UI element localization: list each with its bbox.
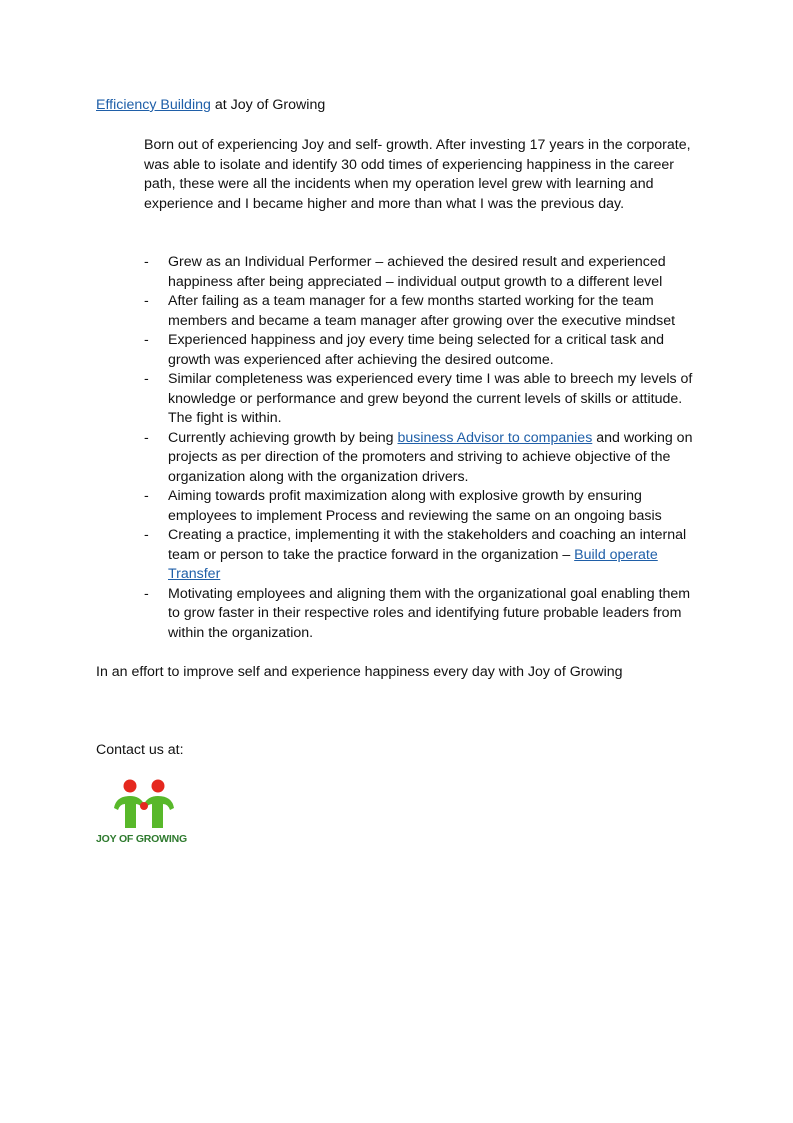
list-item-text: Motivating employees and aligning them with the organizational goal enabling them to grow faster in their respective roles and identifying future probable leaders from within the organization. xyxy=(168,585,691,641)
logo-right-head xyxy=(152,780,165,793)
list-item xyxy=(144,487,700,526)
logo-text: JOY OF GROWING xyxy=(96,833,187,845)
logo-figures-icon xyxy=(108,776,184,830)
joy-of-growing-logo xyxy=(94,776,198,846)
list-item-text: Currently achieving growth by being xyxy=(168,429,398,446)
list-item xyxy=(144,253,700,292)
heading-rest: at Joy of Growing xyxy=(210,97,326,113)
intro-paragraph: Born out of experiencing Joy and self- growth. After investing 17 years in the corporate, was able to isolate and identify 30 odd times of experiencing happiness in the career path, these were all the incidents when my operation level grew with learning and experience and I became higher and more than what I was the previous day. xyxy=(144,137,691,212)
experience-list xyxy=(144,253,700,643)
contact-label: Contact us at: xyxy=(96,742,184,758)
page-heading xyxy=(96,96,716,116)
list-item-text: Similar completeness was experienced every time I was able to breech my levels of knowledge or performance and grew beyond the current levels of skills or attitude. The fight is within. xyxy=(168,371,693,426)
list-item-text: and working on projects as per direction of the promoters and striving to achieve objective of the organization along with the organization drivers. xyxy=(168,429,693,485)
bullet-dash: - xyxy=(144,527,149,543)
bullet-dash: - xyxy=(144,585,149,602)
list-item-text: Creating a practice, implementing it with the stakeholders and coaching an internal team or person to take the practice forward in the organization – xyxy=(168,527,687,563)
logo-left-head xyxy=(124,780,137,793)
build-operate-transfer-link[interactable]: Build operate Transfer xyxy=(168,546,658,582)
business-advisor-link[interactable]: business Advisor to companies xyxy=(397,429,593,446)
list-item-text: After failing as a team manager for a few months started working for the team members and became a team manager after growing over the executive mindset xyxy=(168,293,676,329)
efficiency-building-link[interactable]: Efficiency Building xyxy=(96,97,211,113)
list-item xyxy=(144,331,700,370)
list-item xyxy=(144,429,700,488)
bullet-dash: - xyxy=(144,293,149,309)
bullet-dash: - xyxy=(144,332,149,348)
list-item xyxy=(144,370,700,429)
list-item xyxy=(144,585,700,644)
logo-right-figure xyxy=(144,796,174,828)
bullet-dash: - xyxy=(144,429,149,446)
list-item xyxy=(144,292,700,331)
list-item-text: Aiming towards profit maximization along with explosive growth by ensuring employees to implement Process and reviewing the same on an ongoing basis xyxy=(168,488,662,524)
bullet-dash: - xyxy=(144,254,149,270)
list-item-text: Grew as an Individual Performer – achieved the desired result and experienced happiness after being appreciated – individual output growth to a different level xyxy=(168,254,666,290)
bullet-dash: - xyxy=(144,371,149,387)
bullet-dash: - xyxy=(144,488,149,504)
logo-left-figure xyxy=(114,796,144,828)
logo-joined-hands xyxy=(140,802,148,810)
list-item-text: Experienced happiness and joy every time being selected for a critical task and growth was experienced after achieving the desired outcome. xyxy=(168,332,665,368)
list-item xyxy=(144,526,700,585)
closing-paragraph: In an effort to improve self and experience happiness every day with Joy of Growing xyxy=(96,664,623,680)
